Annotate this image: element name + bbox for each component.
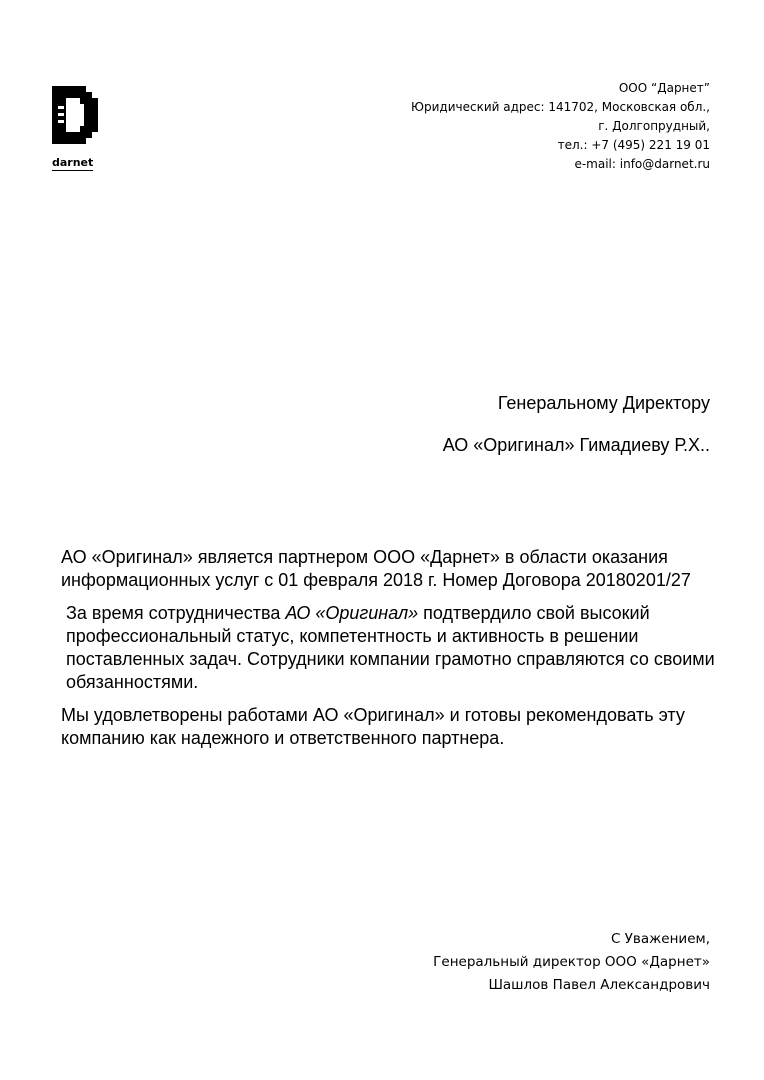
- company-name: ООО “Дарнет”: [618, 81, 710, 95]
- company-address-line2: г. Долгопрудный,: [598, 119, 710, 133]
- paragraph-cooperation-end: подтвердило свой высокий профессиональный статус, компетентность и активность в решении поставленных задач. Сотрудники компании грамотно справляются со своими обязанностями.: [66, 603, 715, 692]
- addressee-name: АО «Оригинал» Гимадиеву Р.Х..: [442, 435, 710, 455]
- company-address-line1: Юридический адрес: 141702, Московская обл.,: [411, 100, 710, 114]
- paragraph-cooperation-start: За время сотрудничества: [66, 603, 286, 623]
- signature-name: Шашлов Павел Александрович: [488, 977, 710, 993]
- company-name-italic: АО «Оригинал»: [285, 603, 419, 623]
- paragraph-cooperation: [61, 602, 721, 694]
- company-phone: тел.: +7 (495) 221 19 01: [557, 138, 710, 152]
- addressee-position: Генеральному Директору: [497, 393, 710, 413]
- paragraph-partnership: АО «Оригинал» является партнером ООО «Дарнет» в области оказания информационных услуг с 01 февраля 2018 г. Номер Договора 20180201/27: [61, 547, 691, 590]
- company-details: [350, 79, 710, 174]
- signature-title: Генеральный директор ООО «Дарнет»: [433, 954, 710, 970]
- logo-text: darnet: [52, 156, 94, 169]
- signature-closing: С Уважением,: [610, 931, 710, 947]
- darnet-logo-icon: [52, 86, 98, 144]
- company-email: e-mail: info@darnet.ru: [574, 157, 710, 171]
- signature-block: [350, 928, 710, 997]
- addressee-block: [310, 392, 710, 456]
- paragraph-recommendation: Мы удовлетворены работами АО «Оригинал» и готовы рекомендовать эту компанию как надежного и ответственного партнера.: [61, 705, 685, 748]
- letter-body: [61, 546, 721, 760]
